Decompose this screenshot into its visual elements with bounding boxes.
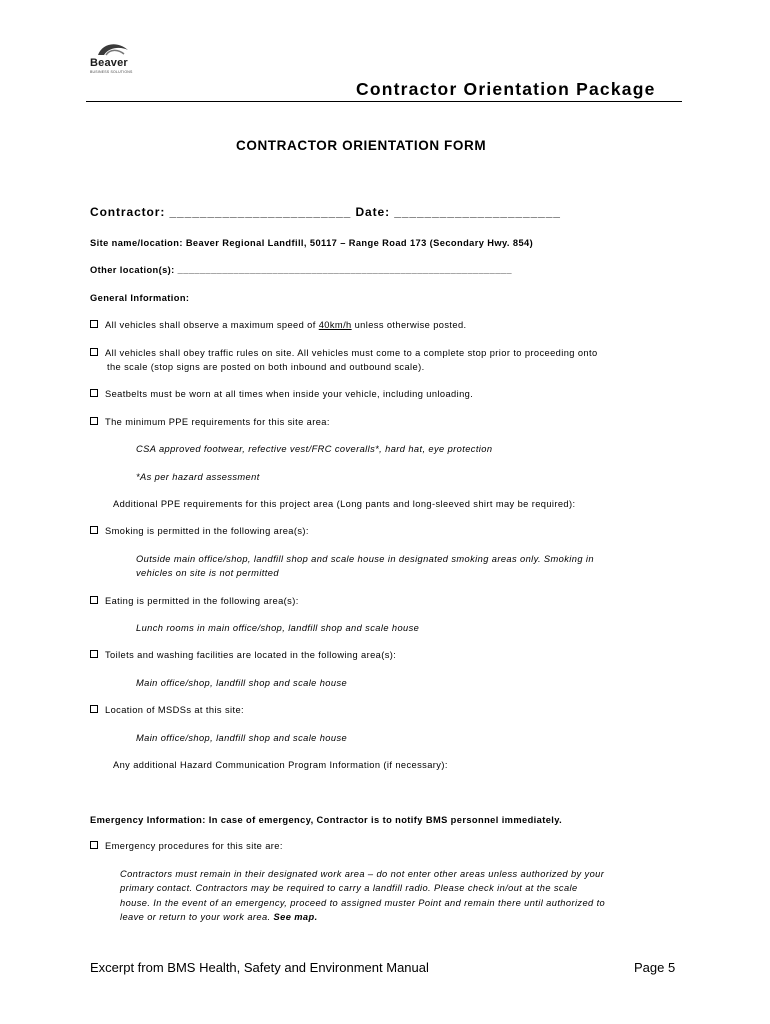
other-location-field[interactable]: ____________________________________________________________ (177, 265, 512, 275)
speed-item (90, 319, 467, 332)
checkbox-icon[interactable] (90, 526, 98, 534)
smoking-detail-1: Outside main office/shop, landfill shop and scale house in designated smoking areas only. Smoking in (136, 554, 594, 564)
checkbox-icon[interactable] (90, 348, 98, 356)
msds-text: Location of MSDSs at this site: (105, 705, 244, 715)
company-logo (90, 40, 150, 76)
package-title: Contractor Orientation Package (356, 79, 656, 99)
emergency-detail-4 (120, 911, 318, 924)
eating-detail: Lunch rooms in main office/shop, landfill shop and scale house (136, 623, 420, 633)
emergency-detail-1: Contractors must remain in their designated work area – do not enter other areas unless authorized by your (120, 869, 605, 879)
ppe-item (90, 416, 330, 429)
msds-item (90, 704, 244, 717)
eating-item (90, 595, 299, 608)
checkbox-icon[interactable] (90, 650, 98, 658)
msds-detail: Main office/shop, landfill shop and scale house (136, 733, 348, 743)
general-info-heading: General Information: (90, 293, 190, 303)
emergency-detail-4-text: leave or return to your work area. (120, 912, 274, 922)
logo-name: Beaver (90, 57, 128, 69)
seatbelts-text: Seatbelts must be worn at all times when inside your vehicle, including unloading. (105, 389, 474, 399)
emergency-procedures-text: Emergency procedures for this site are: (105, 841, 283, 851)
emergency-detail-3: house. In the event of an emergency, proceed to assigned muster Point and remain there until authorized to (120, 898, 606, 908)
contractor-label: Contractor: (90, 205, 166, 219)
title-divider (86, 101, 682, 102)
checkbox-icon[interactable] (90, 320, 98, 328)
contractor-field[interactable]: ________________________ (169, 205, 352, 219)
checkbox-icon[interactable] (90, 389, 98, 397)
hazard-comm: Any additional Hazard Communication Program Information (if necessary): (113, 760, 448, 770)
form-title: CONTRACTOR ORIENTATION FORM (236, 138, 487, 153)
checkbox-icon[interactable] (90, 596, 98, 604)
ppe-detail: CSA approved footwear, refective vest/FRC coveralls*, hard hat, eye protection (136, 444, 493, 454)
speed-text-post: unless otherwise posted. (351, 320, 467, 330)
emergency-heading: Emergency Information: In case of emergency, Contractor is to notify BMS personnel immediately. (90, 815, 563, 825)
smoking-item (90, 525, 309, 538)
toilets-text: Toilets and washing facilities are located in the following area(s): (105, 650, 397, 660)
see-map-link: See map. (273, 912, 318, 922)
site-location: Site name/location: Beaver Regional Landfill, 50117 – Range Road 173 (Secondary Hwy. 854) (90, 238, 534, 248)
footer-source: Excerpt from BMS Health, Safety and Environment Manual (90, 960, 429, 975)
smoking-detail-2: vehicles on site is not permitted (136, 568, 279, 578)
traffic-text-cont: the scale (stop signs are posted on both inbound and outbound scale). (107, 362, 425, 372)
emergency-procedures-item (90, 840, 283, 853)
ppe-text: The minimum PPE requirements for this site area: (105, 417, 330, 427)
additional-ppe: Additional PPE requirements for this project area (Long pants and long-sleeved shirt may be required): (113, 499, 576, 509)
speed-value: 40km/h (318, 320, 352, 330)
seatbelts-item (90, 388, 473, 401)
ppe-note: *As per hazard assessment (136, 472, 260, 482)
other-location-label: Other location(s): (90, 265, 175, 275)
eating-text: Eating is permitted in the following area(s): (105, 596, 299, 606)
beaver-logo-icon (96, 40, 130, 56)
logo-tagline: BUSINESS SOLUTIONS (90, 70, 133, 74)
speed-text-pre: All vehicles shall observe a maximum speed of (105, 320, 319, 330)
checkbox-icon[interactable] (90, 417, 98, 425)
toilets-item (90, 649, 396, 662)
toilets-detail: Main office/shop, landfill shop and scale house (136, 678, 348, 688)
emergency-detail-2: primary contact. Contractors may be required to carry a landfill radio. Please check in/out at the scale (120, 883, 578, 893)
checkbox-icon[interactable] (90, 841, 98, 849)
other-location-line (90, 264, 512, 277)
page-number: Page 5 (634, 960, 676, 975)
smoking-text: Smoking is permitted in the following area(s): (105, 526, 309, 536)
date-field[interactable]: ______________________ (394, 205, 561, 219)
traffic-item (90, 347, 598, 360)
traffic-text: All vehicles shall obey traffic rules on site. All vehicles must come to a complete stop prior to proceeding onto (105, 348, 598, 358)
date-label: Date: (355, 205, 390, 219)
checkbox-icon[interactable] (90, 705, 98, 713)
contractor-date-line (90, 206, 561, 219)
